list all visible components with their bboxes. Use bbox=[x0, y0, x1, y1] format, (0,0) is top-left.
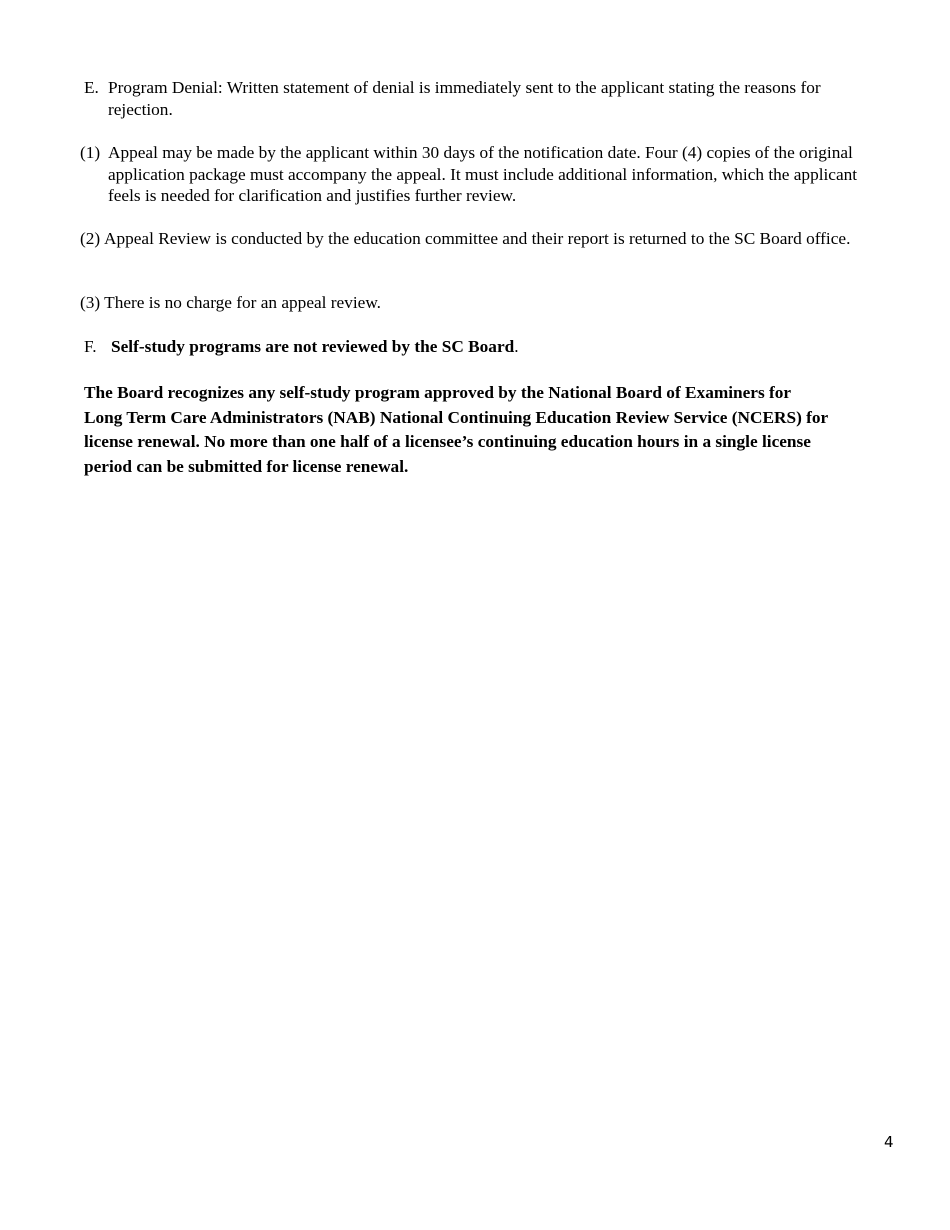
list-item-text: Appeal may be made by the applicant within 30 days of the notification date. Four (4) copies of the original application package must accompany the appeal. It must include additional information, which the applicant feels is needed for clarification and justifies further review. bbox=[108, 143, 858, 205]
board-recognition-paragraph: The Board recognizes any self-study program approved by the National Board of Examiners for Long Term Care Administrators (NAB) National Continuing Education Review Service (NCERS) for license renewal. No more than one half of a licensee’s continuing education hours in a single license period can be submitted for license renewal. bbox=[84, 383, 828, 477]
list-item-text: Program Denial: Written statement of denial is immediately sent to the applicant stating the reasons for rejection. bbox=[108, 78, 821, 119]
list-item-program-denial bbox=[84, 77, 884, 120]
trailing-period: . bbox=[514, 337, 519, 356]
list-item-no-charge bbox=[80, 292, 880, 314]
list-marker: (2) bbox=[80, 229, 101, 248]
list-item-text: Appeal Review is conducted by the education committee and their report is returned to the SC Board office. bbox=[104, 229, 851, 248]
bold-statement: Self-study programs are not reviewed by the SC Board bbox=[111, 337, 515, 356]
list-item-appeal-review bbox=[80, 228, 880, 250]
list-marker: F. bbox=[84, 337, 97, 356]
list-item-text bbox=[111, 336, 884, 358]
list-item-self-study bbox=[84, 336, 884, 358]
page-number: 4 bbox=[884, 1133, 894, 1151]
list-marker: E. bbox=[84, 78, 99, 97]
list-item-text: (3) There is no charge for an appeal review. bbox=[80, 293, 382, 312]
list-item-appeal bbox=[80, 142, 890, 207]
list-marker: (1) bbox=[80, 143, 101, 162]
